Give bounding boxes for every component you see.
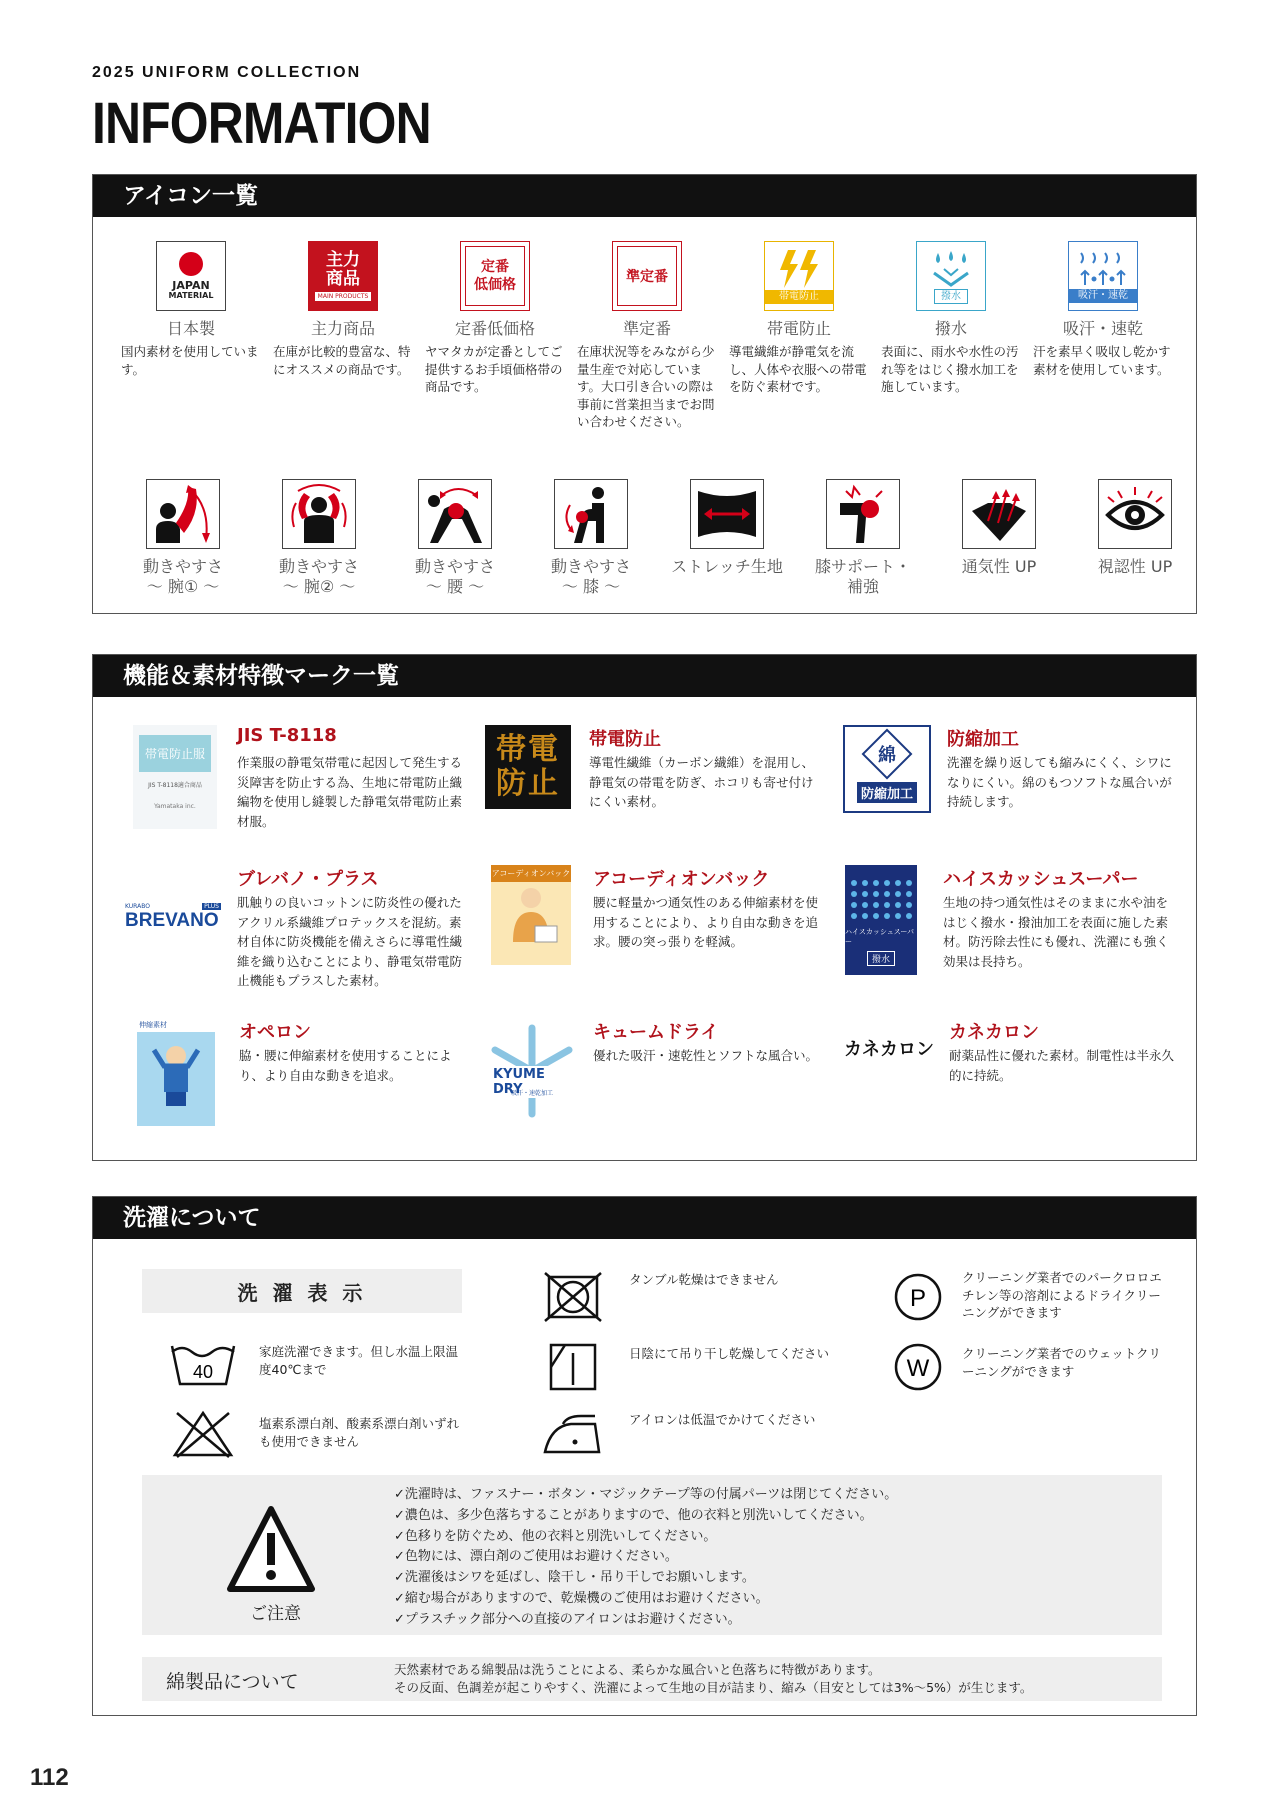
lightning-icon xyxy=(774,248,824,290)
wash-tub-icon xyxy=(168,1342,238,1388)
caution-label: ご注意 xyxy=(250,1604,301,1624)
page-number: 112 xyxy=(30,1764,69,1791)
icon-movement-arm2: 動きやすさ 〜 腕② 〜 xyxy=(251,479,387,597)
dry-clean-p-icon xyxy=(891,1270,945,1324)
cotton-label: 綿製品について xyxy=(166,1671,299,1693)
wet-cleaning-w-item: W クリーニング業者でのウェットクリーニングができます xyxy=(878,1339,1162,1395)
collection-label: 2025 UNIFORM COLLECTION xyxy=(92,64,362,81)
cotton-box xyxy=(142,1657,1162,1701)
dot-pattern-icon xyxy=(851,880,912,919)
icon-standard-low-price: 定番 低価格 定番低価格 ヤマタカが定番としてご提供するお手頃価格帯の商品です。 xyxy=(419,241,571,431)
svg-text:W: W xyxy=(906,1355,930,1382)
icons-section xyxy=(92,174,1197,614)
feature-high-squash-super: ハイスカッシュスーパー 撥水 ハイスカッシュスーパー 生地の持つ通気性はそのままに水や油をはじく撥水・撥油加工を表面に施した素材。防汚除去性にも優れ、洗濯にも強く効果は長持ち。 xyxy=(845,865,1205,985)
icon-movement-knee: 動きやすさ 〜 膝 〜 xyxy=(523,479,659,597)
icon-row-2 xyxy=(115,479,1203,597)
laundry-section-title: 洗濯について xyxy=(93,1197,1196,1239)
feature-accordion-back: アコーディオンバック アコーディオンバック 腰に軽量かつ通気性のある伸縮素材を使用することにより、より自由な動きを追求。腰の突っ張りを軽減。 xyxy=(491,865,851,985)
worker-illustration-icon xyxy=(501,882,561,952)
wet-clean-w-icon xyxy=(891,1340,945,1394)
icon-row-1 xyxy=(115,241,1179,431)
icon-knee-support: 膝サポート・ 補強 xyxy=(795,479,931,597)
icon-movement-arm1: 動きやすさ 〜 腕① 〜 xyxy=(115,479,251,597)
icon-visibility-up: 視認性 UP xyxy=(1067,479,1203,597)
warning-icon xyxy=(224,1503,318,1595)
arm2-icon xyxy=(286,483,352,545)
icon-water-repellent: 撥水 撥水 表面に、雨水や水性の汚れ等をはじく撥水加工を施しています。 xyxy=(875,241,1027,431)
waist-icon xyxy=(422,483,488,545)
shade-hang-dry-item: 日陰にて吊り干し乾燥してください xyxy=(533,1339,889,1395)
icon-japan-made: JAPAN MATERIAL 日本製 国内素材を使用しています。 xyxy=(115,241,267,431)
no-tumble-dry-item: タンブル乾燥はできません xyxy=(533,1269,889,1325)
svg-text:P: P xyxy=(909,1285,927,1312)
no-bleach-item: 塩素系漂白剤、酸素系漂白剤いずれも使用できません xyxy=(163,1405,459,1461)
ventilation-icon xyxy=(966,483,1032,545)
laundry-section xyxy=(92,1196,1197,1716)
eye-icon xyxy=(1102,483,1168,545)
feature-kanekalon: カネカロン カネカロン 耐薬品性に優れた素材。制電性は半永久的に持続。 xyxy=(844,1022,1175,1083)
icons-section-title: アイコン一覧 xyxy=(93,175,1196,217)
icon-movement-waist: 動きやすさ 〜 腰 〜 xyxy=(387,479,523,597)
knee-icon xyxy=(558,483,624,545)
icon-stretch-fabric: ストレッチ生地 xyxy=(659,479,795,597)
caution-list: ✓洗濯時は、ファスナー・ボタン・マジックテープ等の付属パーツは閉じてください。 ✓濃色は、多少色落ちすることがありますので、他の衣料と別洗いしてください。 ✓色移りを防ぐため、他の衣料と別洗いしてください。 ✓色物には、漂白剤のご使用はお避けください。 ✓洗濯後はシワを延ばし、陰干し・吊り干しでお願いします。 ✓縮む場合がありますので、乾燥機のご使用はお避けください。 ✓プラスチック部分への直接のアイロンはお避けください。 xyxy=(394,1487,898,1627)
low-iron-item: アイロンは低温でかけてください xyxy=(533,1407,889,1463)
feature-jis: 帯電防止服 JIS T-8118適合商品 Yamataka inc. JIS T-8118 作業服の静電気帯電に起因して発生する災障害を防止する為、生地に帯電防止織編物を使用し縫製した静電気帯電防止素材服。 xyxy=(133,725,493,845)
stretching-figure-icon xyxy=(144,1032,208,1112)
dry-cleaning-p-item: P クリーニング業者でのパークロロエチレン等の溶剤によるドライクリーニングができます xyxy=(878,1269,1162,1325)
quick-dry-icon xyxy=(1075,249,1131,289)
iron-low-icon xyxy=(541,1412,605,1458)
svg-text:40: 40 xyxy=(192,1362,214,1382)
arm1-icon xyxy=(150,483,216,545)
no-tumble-dry-icon xyxy=(543,1271,603,1323)
page-title: INFORMATION xyxy=(92,91,431,156)
icon-semi-standard: 準定番 準定番 在庫状況等をみながら少量生産で対応しています。大口引き合いの際は事前に営業担当までお問い合わせください。 xyxy=(571,241,723,431)
wash-40-item: 40 家庭洗濯できます。但し水温上限温度40℃まで xyxy=(163,1337,459,1393)
knee-support-icon xyxy=(830,483,896,545)
feature-brevano: KURABO PLUS BREVANO ブレバノ・プラス 肌触りの良いコットンに防炎性の優れたアクリル系繊維プロテックスを混紡。素材自体に防炎機能を備えさらに導電性繊維を織り込むことにより、静電気帯電防止機能もプラスした素材。 xyxy=(125,869,463,988)
hang-dry-shade-icon xyxy=(543,1341,603,1393)
icon-sweat-quick-dry: 吸汗・速乾 吸汗・速乾 汗を素早く吸収し乾かす素材を使用しています。 xyxy=(1027,241,1179,431)
feature-kyume-dry: KYUME DRY 吸汗・速乾加工 キュームドライ 優れた吸汗・速乾性とソフトな風合い。 xyxy=(491,1018,851,1138)
feature-operon: 伸縮素材 オペロン 脇・腰に伸縮素材を使用することにより、より自由な動きを追求。 xyxy=(137,1018,497,1138)
icon-ventilation-up: 通気性 UP xyxy=(931,479,1067,597)
caution-box xyxy=(142,1475,1162,1635)
icon-antistatic: 帯電防止 帯電防止 導電繊維が静電気を流し、人体や衣服への帯電を防ぐ素材です。 xyxy=(723,241,875,431)
feature-shrink-proof: 綿 防縮加工 防縮加工 洗濯を繰り返しても縮みにくく、シワになりにくい。綿のもつソフトな風合いが持続します。 xyxy=(843,725,1203,845)
cotton-text: 天然素材である綿製品は洗うことによる、柔らかな風合いと色落ちに特徴があります。 その反面、色調差が起こりやすく、洗濯によって生地の目が詰まり、縮み（目安としては3%〜5%）が生じます。 xyxy=(394,1662,1033,1695)
stretch-icon xyxy=(694,483,760,545)
feature-antistatic: 帯電防止 帯電防止 導電性繊維（カーボン繊維）を混用し、静電気の帯電を防ぎ、ホコリも寄せ付けにくい素材。 xyxy=(485,725,845,845)
icon-main-products: 主力 商品 MAIN PRODUCTS 主力商品 在庫が比較的豊富な、特にオススメの商品です。 xyxy=(267,241,419,431)
no-bleach-icon xyxy=(171,1407,235,1459)
water-drop-icon xyxy=(926,249,976,289)
features-section xyxy=(92,654,1197,1161)
care-label-title: 洗 濯 表 示 xyxy=(142,1269,462,1313)
features-section-title: 機能＆素材特徴マーク一覧 xyxy=(93,655,1196,697)
